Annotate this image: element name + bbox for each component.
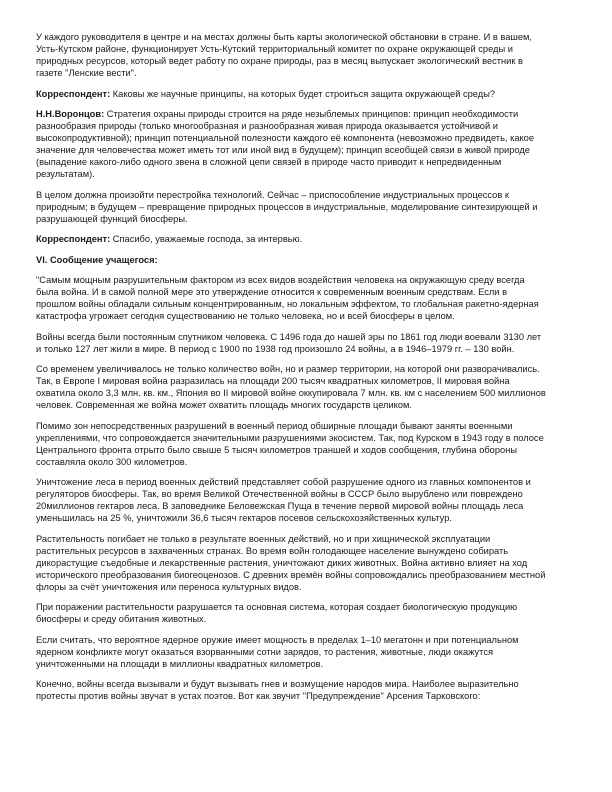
paragraph-text: В целом должна произойти перестройка технологий. Сейчас – приспособление индустриальных процессов к природным; в будущем – превращение природных процессов в индустриальные, моделирование синтезирующей и разрушающей функций биосферы. [36,189,538,224]
speaker-label: Корреспондент: [36,88,111,99]
paragraph-correspondent-thanks [36,233,548,245]
paragraph-intro [36,31,548,79]
section-heading: VI. Сообщение учащегося: [36,254,158,265]
speaker-label: Н.Н.Воронцов: [36,109,105,119]
message-paragraph: "Самым мощным разрушительным фактором из всех видов воздействия человека на окружающую среду всегда была война. И в самой полной мере это утверждение относится к современным военным средствам. Если в прошлом войны обладали сильным концентрированным, но локальным эффектом, то глобальная ракетно-ядерная катастрофа угрожает сегодня существованию не только человека, но и всей биосферы в целом. [36,275,539,321]
paragraph-text: Каковы же научные принципы, на которых будет строиться защита окружающей среды? [110,88,496,99]
message-paragraph: Если считать, что вероятное ядерное оружие имеет мощность в пределах 1–10 мегатонн и при потенциальном ядерном конфликте могут оказаться взорванными сотни зарядов, то растения, животные, люди окажутся уничтоженными на площади в миллионы квадратных километров. [36,634,519,669]
message-paragraph: Растительность погибает не только в результате военных действий, но и при хищнической эксплуатации растительных ресурсов в захваченных странах. Во время войн голодающее население вынуждено собирать дикорастущие съедобные и лекарственные растения, уничтожают диких животных. Война активно влияет на ход исторического преобразования биогеоценозов. С древних времён войны сопровождались преобразованием местной флоры за счёт уничтожения или переноса культурных видов. [36,533,546,592]
speaker-label: Корреспондент: [36,234,111,244]
paragraph-text: У каждого руководителя в центре и на местах должны быть карты экологической обстановки в стране. И в вашем, Усть-Кутском районе, функционирует Усть-Кутский территориальный комитет по охране окружающей среды и природных ресурсов, который ведет работу по охране природы, раз в месяц выпускает экологический вестник в газете "Ленские вести". [36,32,532,78]
paragraph-text: Спасибо, уважаемые господа, за интервью. [110,234,303,244]
paragraph-text: Стратегия охраны природы строится на ряде незыблемых принципов: принцип необходимости разнообразия природы (только многообразная и разнообразная живая природа оказывается устойчивой и высокопродуктивной); принцип потенциальной полезности каждого её компонента (невозможно предвидеть, какое значение для человечества может иметь тот или иной вид в будущем); принцип всеобщей связи в живой природе (выпадение какого-либо одного звена в сложной цепи связей в природе часто приводит к непредвиденным результатам). [36,109,535,179]
message-paragraph: Войны всегда были постоянным спутником человека. С 1496 года до нашей эры по 1861 год люди воевали 3130 лет и только 127 лет жили в мире. В период с 1900 по 1938 год произошло 24 войны, а в 1946–1979 гг. – 130 войн. [36,331,542,354]
paragraph-technology [36,189,548,225]
paragraph-vorontsov-answer [36,108,548,180]
message-paragraph: Конечно, войны всегда вызывали и будут вызывать гнев и возмущение народов мира. Наиболее выразительно протесты против войны звучат в устах поэтов. Вот как звучит "Предупреждение" Арсения Тарковского: [36,679,519,701]
paragraph-correspondent-question [36,88,548,100]
message-paragraph: Уничтожение леса в период военных действий представляет собой разрушение одного из главных компонентов и регуляторов биосферы. Так, во время Великой Отечественной войны в СССР было вырублено или повреждено 20миллионов гектаров леса. В заповеднике Беловежская Пуща в течение первой мировой войны площадь леса уменьшилась на 25 %, уничтожили 36,6 тысяч гектаров посевов сельскохозяйственных культур. [36,477,531,523]
message-paragraph: При поражении растительности разрушается та основная система, которая создает биологическую продукцию биосферы и среду обитания животных. [36,602,518,624]
message-paragraph: Со временем увеличивалось не только количество войн, но и размер территории, на которой они разворачивались. Так, в Европе I мировая война разразилась на площади 200 тысяч квадратных километров, II мировая война охватила около 3,3 млн. кв. км., Япония во II мировой войне оккупировала 7 млн. кв. км с населением 500 миллионов человек. Современная же война может охватить площадь многих государств целиком. [36,364,546,410]
message-paragraph: Помимо зон непосредственных разрушений в военный период обширные площади бывают заняты военными укреплениями, что сопровождается значительными разрушениями экосистем. Так, под Курском в 1943 году в полосе Центрального фронта отрыто было свыше 5 тысяч километров траншей и ходов сообщения, глубина обороны составляла около 300 километров. [36,420,544,467]
